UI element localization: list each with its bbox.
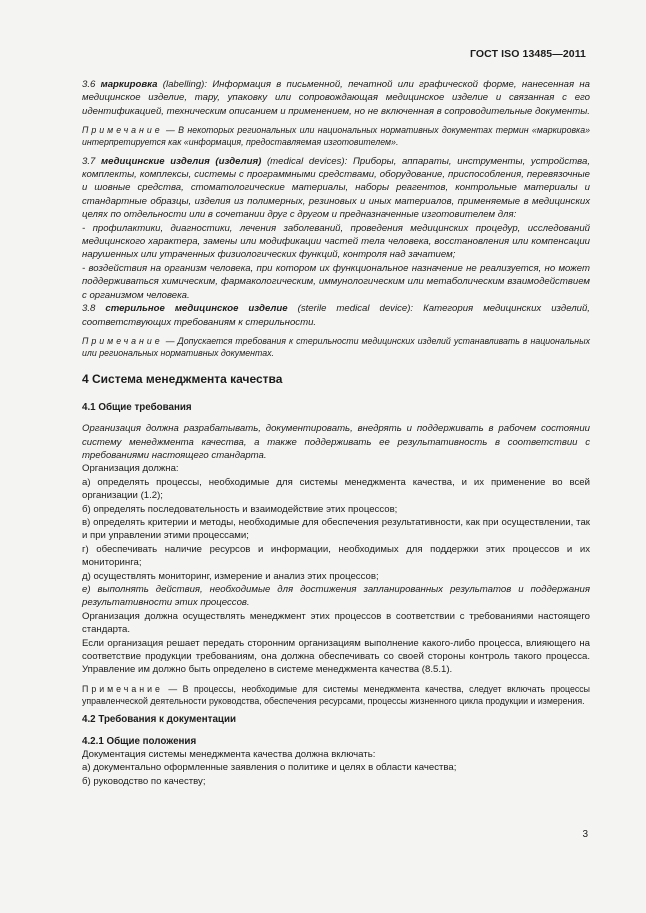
page-content <box>82 78 590 788</box>
section-4-2-title: 4.2 Требования к документации <box>82 714 236 726</box>
section-4-1-item-c: в) определять критерии и методы, необходимые для обеспечения результативности, как при осуществлении, так и при управлении этими процессами; <box>82 516 590 542</box>
section-4-1-item-a: а) определять процессы, необходимые для системы менеджмента качества, и их применение во всей организации (1.2); <box>82 476 590 502</box>
definition-3-7: 3.7 медицинские изделия (изделия) (medical devices): Приборы, аппараты, инструменты, устройства, комплекты, комплексы, системы с программными средствами, оборудование, приспособления, перевязочные и шовные средства, стоматологические материалы, наборы реагентов, контрольные материалы и стандартные образцы, изделия из полимерных, резиновых и иных материалов, применяемые в медицинских целях по отдельности или в сочетании друг с другом и предназначенные изготовителем для: <box>82 155 590 221</box>
definition-3-8: 3.8 стерильное медицинское изделие (sterile medical device): Категория медицинских изделий, соответствующих требованиям к стерильности. <box>82 303 590 328</box>
note-4-1: Примечание — В процессы, необходимые для системы менеджмента качества, следует включать процессы управленческой деятельности руководства, обеспечения ресурсами, процессы жизненного цикла продукции и измерения. <box>82 683 590 707</box>
term-medical-devices: медицинские изделия (изделия) <box>101 155 262 167</box>
section-4-1-item-f: е) выполнять действия, необходимые для достижения запланированных результатов и поддержания результативности этих процессов. <box>82 584 590 609</box>
section-4-1-title: 4.1 Общие требования <box>82 401 192 413</box>
section-4-2-1-item-a: а) документально оформленные заявления о политике и целях в области качества; <box>82 762 457 774</box>
section-4-1-must: Организация должна: <box>82 463 179 475</box>
section-4-2-1-item-b: б) руководство по качеству; <box>82 775 206 787</box>
section-4-1-outsource: Если организация решает передать сторонним организациям выполнение какого-либо процесса, влияющего на соответствие продукции требованиям, она должна обеспечивать со своей стороны контроль такого процесса. Управление им должно быть определено в системе менеджмента качества (8.5.1). <box>82 637 590 676</box>
definition-3-6: 3.6 маркировка (labelling): Информация в письменной, печатной или графической форме, нанесенная на медицинское изделие, тару, упаковку или сопровождающая медицинское изделие и связанная с его идентификацией, техническим описанием и применением, но не включенная в сопроводительные документы. <box>82 79 590 117</box>
section-4-1-item-d: г) обеспечивать наличие ресурсов и информации, необходимых для поддержки этих процессов и их мониторинга; <box>82 543 590 569</box>
note-3-6: Примечание — В некоторых региональных или национальных нормативных документах термин «маркировка» интерпретируется как «информация, предоставляемая изготовителем». <box>82 125 590 148</box>
section-4-1-item-b: б) определять последовательность и взаимодействие этих процессов; <box>82 503 398 515</box>
standard-header: ГОСТ ISO 13485—2011 <box>469 48 586 60</box>
term-labelling: маркировка <box>100 79 158 90</box>
section-4-2-1-title: 4.2.1 Общие положения <box>82 735 197 747</box>
page-number: 3 <box>582 829 588 840</box>
section-4-title: 4 Система менеджмента качества <box>82 372 283 387</box>
definition-3-7-item-2: - воздействия на организм человека, при котором их функциональное назначение не реализуется, но может поддерживаться химическим, фармакологическим, иммунологическим или метаболическим взаимодействием с организмом человека. <box>82 262 590 301</box>
note-3-8: Примечание — Допускается требования к стерильности медицинских изделий устанавливать в национальных или региональных нормативных документах. <box>82 335 590 359</box>
section-4-1-manage: Организация должна осуществлять менеджмент этих процессов в соответствии с требованиями настоящего стандарта. <box>82 610 590 636</box>
section-4-1-intro: Организация должна разрабатывать, документировать, внедрять и поддерживать в рабочем состоянии систему менеджмента качества, а также поддерживать ее результативность в соответствии с требованиями настоящего стандарта. <box>82 423 590 461</box>
term-sterile-device: стерильное медицинское изделие <box>105 303 288 315</box>
section-4-1-item-e: д) осуществлять мониторинг, измерение и анализ этих процессов; <box>82 570 379 582</box>
section-4-2-1-intro: Документация системы менеджмента качества должна включать: <box>82 749 376 761</box>
definition-3-7-item-1: - профилактики, диагностики, лечения заболеваний, проведения медицинских процедур, исследований медицинского характера, замены или модификации частей тела человека, восстановления или компенсации нарушенных или утраченных физиологических функций, контроля над зачатием; <box>82 222 590 261</box>
